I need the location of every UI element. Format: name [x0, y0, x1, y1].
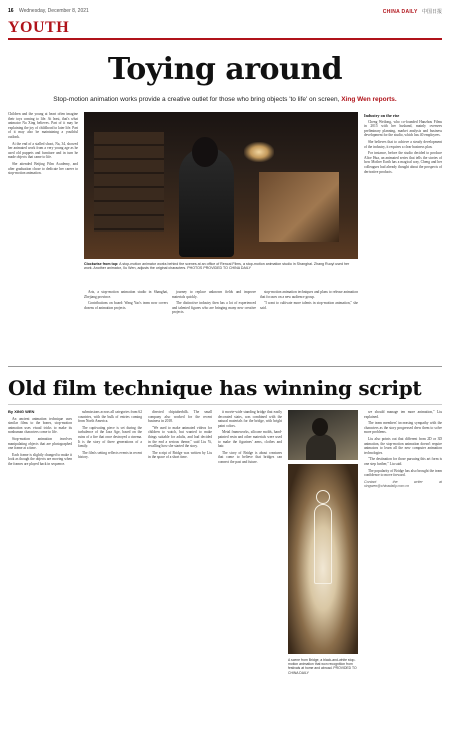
story1-paragraph	[8, 112, 78, 140]
story1-column-c	[172, 290, 256, 360]
scene-figure-head	[316, 490, 330, 504]
story2-column-h	[148, 410, 212, 740]
story2-para-h0: directed chiptuberbilk. The small company also worked for the recent business in 2018.	[148, 410, 212, 424]
story2-portrait-photo	[288, 410, 358, 460]
contact-line: Contact the writer at xingwen@chinadaily.com.cn	[364, 479, 442, 489]
story2-para-g1: The captivating piece is set during the turbulence of the Jazz Age, based on the ruins of a fire that once destroyed a cinema. It is the story of three generations of a family.	[78, 425, 142, 449]
story1-para-d0: stop-motion animation techniques and plans to release animation that focuses on a new audience group.	[260, 290, 358, 299]
story2-para-g2: The film's setting reflects events in recent history.	[78, 450, 142, 460]
story2-para-h1: "We used to make animated videos for children to watch, but wanted to make things suitable for adults, and had decided in the end a serious theme," said Liu Yi, recalling how she started the story.	[148, 425, 212, 449]
story1-para-b0: Arts, a stop-motion animation studio in Shanghai, Zhejiang province.	[84, 290, 168, 299]
story2-headline: Old film technique has winning script	[8, 376, 422, 400]
story2-byline: By XING WEN	[8, 410, 35, 414]
page-number: 16	[8, 8, 14, 14]
story2-para-f1: Stop-motion animation involves manipulating objects that are photographed one frame at a time.	[8, 436, 72, 451]
story1-column-a	[8, 112, 78, 360]
story1-main-photo	[84, 112, 358, 259]
story1-para-e1: She believes that to achieve a steady development of the industry, it requires a clear business plan.	[364, 139, 442, 149]
story1-para-e2: For instance, before the studio decided to produce Alice Hua, an animated series that tells the stories of how Mother Earth has a magical way, Cheng and her colleagues had already thought about the prospects of derivative products.	[364, 151, 442, 174]
issue-date: Wednesday, December 8, 2021	[18, 8, 89, 14]
story1-para-a2: She attended Beijing Film Academy, and after graduation chose to dedicate her career to stop-motion animation.	[8, 161, 78, 176]
newspaper-name: CHINA DAILY	[382, 9, 418, 15]
story1-para-e0: Cheng Weilong, who co-founded Hanzhou Films in 2015 with her husband, mainly oversees preliminary planning, market analysis and business development for the studio, which has 40 employees.	[364, 119, 442, 138]
story2-para-i2: The story of Bridge is about creatures that come to believe that bridges can connect the past and future.	[218, 450, 282, 464]
photo-lamp	[244, 142, 274, 162]
story2-para-j3: "The destination for those pursuing this art form is one step further," Liu said.	[364, 457, 442, 466]
section-rule	[8, 38, 442, 40]
scene-figure-body	[314, 504, 332, 584]
photo-shelf	[94, 132, 164, 232]
story1-para-a1: At the end of a stalled shoot, Na, 34, showed her animated work from a very young age as he used old puppets and furniture and in turn he made objects that came to life.	[8, 141, 78, 160]
newspaper-name-chinese: 中国日报	[421, 9, 442, 15]
story1-subhead: Industry on the rise	[364, 113, 400, 118]
story1-headline: Toying around	[107, 52, 343, 87]
story1-para-d1: "I want to cultivate more talents in stop-motion animation," she said.	[260, 301, 358, 310]
story1-column-b	[84, 290, 168, 360]
story2-rule	[8, 404, 442, 405]
section-title: YOUTH	[8, 19, 70, 36]
story2-para-i0: it movie-wide standing bridge that easily decorated stairs, was combined with the natural materials for the bridge, with bright paint colors.	[218, 410, 282, 428]
story1-column-d	[260, 290, 358, 360]
story1-deck-text: Stop-motion animation works provide a creative outlet for those who bring objects 'to life' on screen,	[53, 96, 340, 103]
story2-para-j4: The popularity of Bridge has also brought the team confidence to move forward.	[364, 468, 442, 478]
story2-column-g	[78, 410, 142, 740]
story1-column-e	[364, 112, 442, 352]
story2-para-i1: Metal frameworks, silicone molds, hand-painted resin and other materials were used to make the figurines' arms, clothes and hair.	[218, 430, 282, 449]
story2-para-j2: Liu also points out that different from 2D or 3D animation, the stop-motion animation doesn't require animators to learn all the new computer animation technologies.	[364, 436, 442, 455]
header-right	[383, 8, 442, 15]
story-divider	[8, 366, 442, 367]
caption-lead: Clockwise from top:	[84, 262, 119, 266]
story1-para-b1: Contributions on board: Wang Yao's team now covers dozens of animation projects.	[84, 301, 168, 310]
story1-deck	[8, 96, 442, 103]
story2-column-i	[218, 410, 282, 740]
page-header	[8, 6, 442, 18]
header-left	[8, 8, 89, 14]
story2-column-j	[364, 410, 442, 740]
story2-para-f2: Each frame is slightly changed to make it look as though the objects are moving when the frames are played back in sequence.	[8, 452, 72, 466]
story2-scene-photo	[288, 464, 358, 654]
story1-photo-caption	[84, 262, 358, 271]
story2-para-j0: we should manage ten more animation," Liu explained.	[364, 410, 442, 419]
story2-para-j1: The team members' increasing sympathy with the characters as the story progressed drew them to solve more problems.	[364, 421, 442, 435]
caption-text: A stop-motion animator works behind the scenes at an office of Rencai Films, a stop-motion animation studio in Shanghai. Zhang Ruoyi used her work. Another animator, Xu Wen, adjusts the original characters. PHOTOS PROVIDED TO CHINA DAILY	[84, 262, 350, 271]
story1-para-c1: The distinctive industry then has a lot of experienced and talented figures who are bringing many new creative projects.	[172, 301, 256, 315]
story2-para-h2: The script of Bridge was written by Liu in the space of a short time.	[148, 450, 212, 460]
photo-animator-head	[192, 137, 218, 167]
story2-column-f	[8, 410, 72, 740]
story2-para-g0: submissions across all categories from 62 countries, with the bulk of entries coming from North America.	[78, 410, 142, 424]
story2-para-f0: An ancient animation technique uses similar films to the bones, stop-motion animation uses visual tricks to make its nonhuman characters come to life.	[8, 416, 72, 435]
story2-photo-caption: A scene from Bridge, a black-and-white stop-motion animation that won recognition from festivals at home and abroad. PROVIDED TO CHINA DAILY	[288, 658, 357, 675]
photo-miniature-set	[259, 172, 339, 242]
story1-para-c0: journey to replace unknown fields and improve materials quickly.	[172, 290, 256, 299]
story1-deck-byline: Xing Wen reports.	[341, 96, 397, 103]
story1-para-a0: Children and the young at heart often imagine their toys coming to life. At least, that's what animator Na Xing believes. Part of it may be explaining the joy of childhood to later life. Part of it may also be maintaining a youthful outlook.	[8, 112, 78, 139]
portrait-body	[306, 434, 336, 460]
portrait-head	[312, 418, 328, 436]
